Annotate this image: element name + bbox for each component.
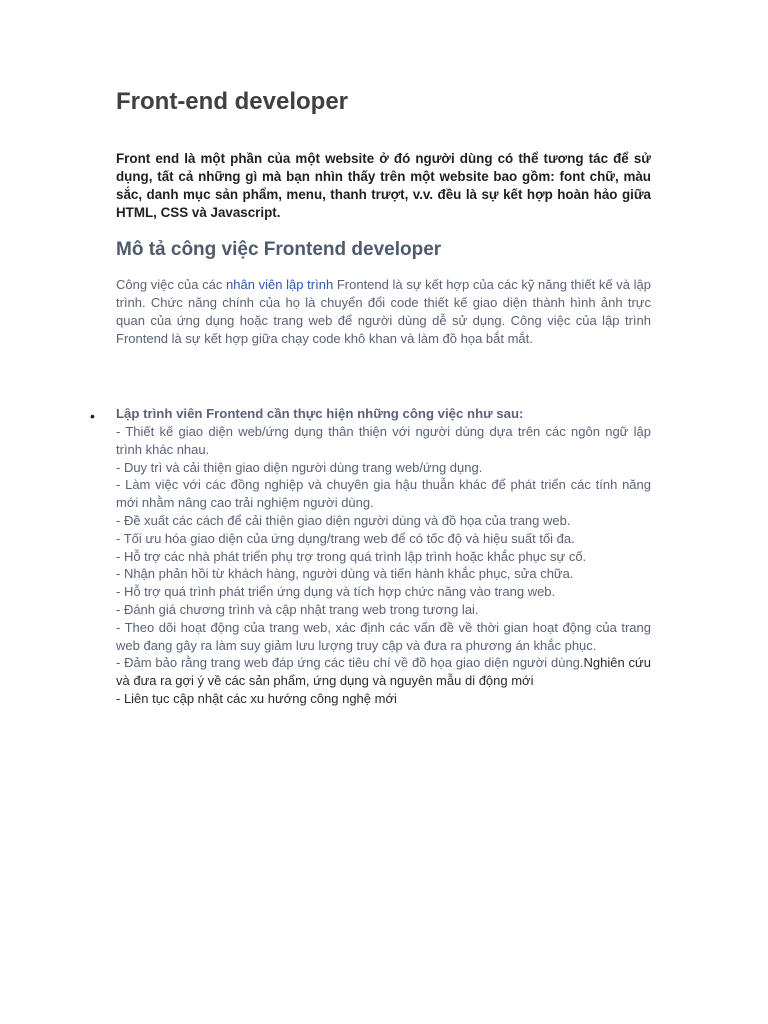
- description-text-end: Frontend là sự kết hợp của các kỹ năng thiết kế và lập trình. Chức năng chính của họ là chuyển đổi code thiết kế giao diện thành hình ảnh trực quan của ứng dụng hoặc trang web để người dùng dễ sử dụng. Công việc của lập trình Frontend là sự kết hợp giữa chạy code khô khan và làm đồ họa bắt mắt.: [116, 277, 651, 346]
- task-item-mixed: [116, 654, 651, 690]
- bullet-heading: Lập trình viên Frontend cần thực hiện những công việc như sau:: [116, 406, 524, 421]
- task-item-last: - Liên tục cập nhật các xu hướng công nghệ mới: [116, 690, 397, 706]
- task-item: - Đề xuất các cách để cải thiện giao diện người dùng và đồ họa của trang web.: [116, 512, 571, 528]
- task-item: - Theo dõi hoạt động của trang web, xác định các vấn đề về thời gian hoạt động của trang web đang gây ra làm suy giảm lưu lượng truy cập và đưa ra phương án khắc phục.: [116, 619, 651, 653]
- task-mixed-start: - Đảm bảo rằng trang web đáp ứng các tiêu chí về đồ họa giao diện người dùng.: [116, 655, 584, 671]
- task-list: [116, 423, 651, 708]
- job-link[interactable]: nhân viên lập trình: [226, 277, 334, 292]
- task-item: - Làm việc với các đồng nghiệp và chuyên gia hậu thuẫn khác để phát triển các tính năng mới nhằm nâng cao trải nghiệm người dùng.: [116, 477, 651, 511]
- task-item: - Tối ưu hóa giao diện của ứng dụng/trang web để có tốc độ và hiệu suất tối đa.: [116, 530, 575, 546]
- task-item: - Hỗ trợ các nhà phát triển phụ trợ trong quá trình lập trình hoặc khắc phục sự cố.: [116, 548, 587, 564]
- description-text-start: Công việc của các: [116, 277, 227, 292]
- intro-paragraph: Front end là một phần của một website ở đó người dùng có thể tương tác để sử dụng, tất cả những gì mà bạn nhìn thấy trên một website bao gồm: font chữ, màu sắc, danh mục sản phẩm, menu, thanh trượt, v.v. đều là sự kết hợp hoàn hảo giữa HTML, CSS và Javascript.: [116, 151, 651, 220]
- task-item: - Duy trì và cải thiện giao diện người dùng trang web/ứng dụng.: [116, 459, 483, 475]
- task-mixed-end: Nghiên cứu và đưa ra gợi ý về các sản phẩm, ứng dụng và nguyên mẫu di động mới: [116, 655, 651, 689]
- description-paragraph: [116, 276, 651, 348]
- document-title: Front-end developer: [116, 88, 349, 115]
- task-item: - Nhận phản hồi từ khách hàng, người dùng và tiến hành khắc phục, sửa chữa.: [116, 566, 574, 582]
- bullet-marker: •: [90, 408, 95, 424]
- task-item: - Thiết kế giao diện web/ứng dụng thân thiện với người dùng dựa trên các ngôn ngữ lập trình khác nhau.: [116, 424, 651, 457]
- section-heading: Mô tả công việc Frontend developer: [116, 239, 442, 260]
- bullet-list-item: [90, 405, 651, 708]
- task-item: - Đánh giá chương trình và cập nhật trang web trong tương lai.: [116, 601, 479, 617]
- task-item: - Hỗ trợ quá trình phát triển ứng dụng và tích hợp chức năng vào trang web.: [116, 584, 556, 600]
